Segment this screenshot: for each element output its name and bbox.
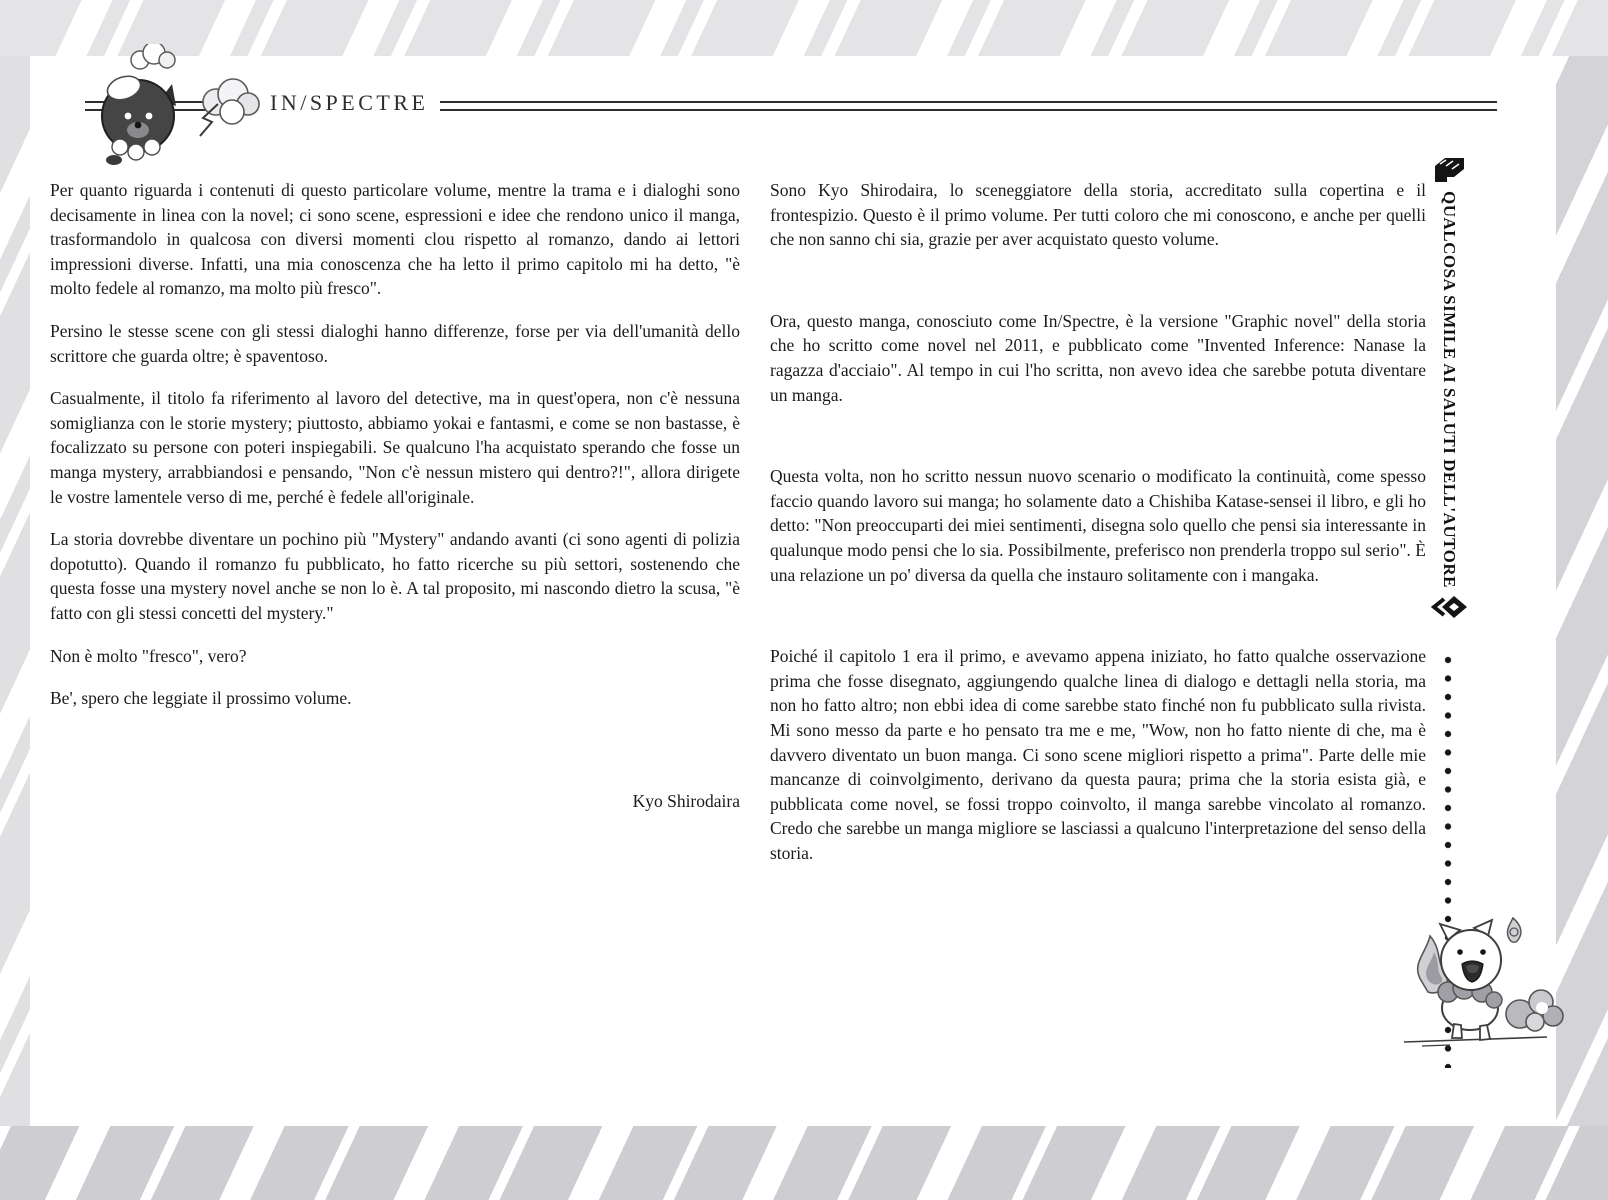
ornament-bottom-icon xyxy=(1430,595,1468,619)
series-title: IN/SPECTRE xyxy=(258,90,440,116)
author-signature: Kyo Shirodaira xyxy=(632,790,740,811)
left-border-stripes xyxy=(0,56,30,1126)
paragraph: Casualmente, il titolo fa riferimento al lavoro del detective, ma in quest'opera, non c'è nessuna somiglianza con le storie mystery; piuttosto, abbiamo yokai e fantasmi, e come se non bastasse, è focalizzato su persone con poteri inspiegabili. Se qualcuno l'ha acquistato sperando che fosse un manga mystery, arrabbiandosi e pensando, "Non c'è nessun mistero qui dentro?!", allora dirigete le vostre lamentele verso di me, perché è fedele all'originale. xyxy=(50,388,740,507)
sidebar-vertical-title: QUALCOSA SIMILE AI SALUTI DELL'AUTORE xyxy=(1440,191,1459,589)
paragraph: Ora, questo manga, conosciuto come In/Spectre, è la versione "Graphic novel" della storia che ho scritto come novel nel 2011, e pubblicato come "Invented Inference: Nanase la ragazza d'acciaio". Al tempo in cui l'ho scritta, non avevo idea che sarebbe potuta diventare un manga. xyxy=(770,310,1426,405)
bottom-border-stripes xyxy=(0,1126,1608,1200)
sidebar-title-block xyxy=(1428,156,1470,648)
paragraph: Questa volta, non ho scritto nessun nuovo scenario o modificato la continuità, come spesso faccio quando lavoro sui manga; ho solamente dato a Chishiba Katase-sensei il libro, e gli ho detto: "Non preoccuparti dei miei sentimenti, disegna solo quello che pensi sia interessante in qualunque modo pensi che lo sia. Possibilmente, preferisco non prenderla troppo sul serio". È una relazione un po' diversa da quella che instauro solitamente con i mangaka. xyxy=(770,466,1426,585)
paragraph: Persino le stesse scene con gli stessi dialoghi hanno differenze, forse per via dell'umanità dello scrittore che guarda oltre; è spaventoso. xyxy=(50,320,740,366)
right-text-column xyxy=(770,178,1426,922)
paragraph: Per quanto riguarda i contenuti di questo particolare volume, mentre la trama e i dialoghi sono decisamente in linea con la novel; ci sono scene, espressioni e idee che rendono unico il manga, trasformandolo in qualcosa con diversi momenti clou rispetto al romanzo, dando ai lettori impressioni diverse. Infatti, una mia conoscenza che ha letto il primo capitolo mi ha detto, "è molto fedele al romanzo, ma molto più fresco". xyxy=(50,180,740,299)
paragraph: Sono Kyo Shirodaira, lo sceneggiatore della storia, accreditato sulla copertina e il frontespizio. Questo è il primo volume. Per tutti coloro che mi conoscono, e anche per quelli che non sanno chi sia, grazie per aver acquistato questo volume. xyxy=(770,180,1426,250)
paragraph: Be', spero che leggiate il prossimo volume. xyxy=(50,688,352,709)
paragraph: Non è molto "fresco", vero? xyxy=(50,645,247,666)
ornament-top-icon xyxy=(1432,156,1466,184)
paragraph: Poiché il capitolo 1 era il primo, e avevamo appena iniziato, ho fatto qualche osservazione prima che fosse disegnato, aggiungendo qualche linea di dialogo e dettagli nella storia, ma non ho fatto altro; non ebbi idea di come sarebbe stato finché non fu pubblicato sulla rivista. Mi sono messo da parte e ho pensato tra me e me, "Wow, non ho fatto niente di che, ma è davvero diventato un buon manga. Ci sono scene migliori rispetto a prima". Parte delle mie mancanze di coinvolgimento, derivano da questa paura; prima che la storia esista già, e pubblicata come novel, se fossi troppo coinvolto, il manga sarebbe vincolato al romanzo. Credo che sarebbe un manga migliore se lasciassi a qualcuno l'interpretazione del senso della storia. xyxy=(770,646,1426,863)
left-text-column xyxy=(50,178,740,813)
header-mascot-illustration xyxy=(88,44,273,174)
paragraph: La storia dovrebbe diventare un pochino più "Mystery" andando avanti (ci sono agenti di polizia dopotutto). Quando il romanzo fu pubblicato, ho fatto ricerche su più settori, sostenendo che questa fosse una mystery novel anche se non lo è. A tal proposito, mi nascondo dietro la scusa, "è fatto con gli stessi concetti del mystery." xyxy=(50,529,740,623)
footer-mascot-illustration xyxy=(1392,912,1577,1064)
